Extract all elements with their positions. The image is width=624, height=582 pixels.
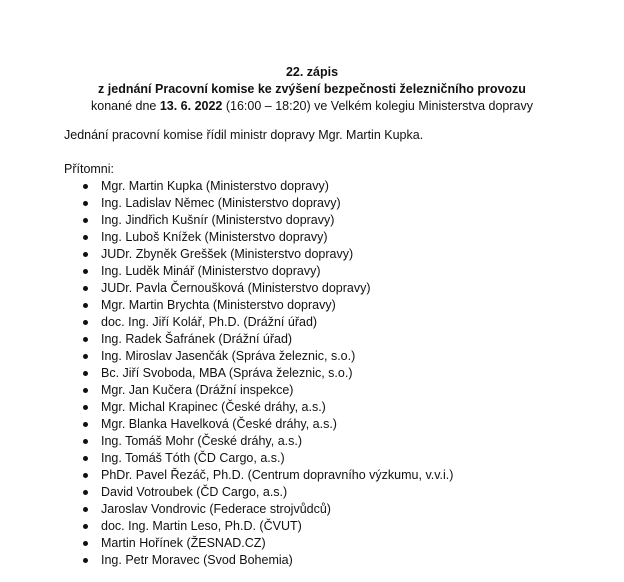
bullet-icon (83, 422, 88, 427)
present-label: Přítomni: (64, 162, 115, 176)
bullet-icon (83, 235, 88, 240)
attendee-name: Mgr. Michal Krapinec (České dráhy, a.s.) (101, 400, 326, 414)
bullet-icon (83, 320, 88, 325)
bullet-icon (83, 558, 88, 563)
attendee-name: Ing. Ladislav Němec (Ministerstvo dopravy) (101, 196, 341, 210)
bullet-icon (83, 303, 88, 308)
attendee-name: Mgr. Jan Kučera (Drážní inspekce) (101, 383, 294, 397)
bullet-icon (83, 524, 88, 529)
attendee-name: Jaroslav Vondrovic (Federace strojvůdců) (101, 502, 331, 516)
bullet-icon (83, 218, 88, 223)
bullet-icon (83, 184, 88, 189)
attendee-name: Ing. Luděk Minář (Ministerstvo dopravy) (101, 264, 321, 278)
attendee-name: Martin Hořínek (ŽESNAD.CZ) (101, 536, 266, 550)
document-title: 22. zápis (285, 65, 339, 79)
attendee-name: Ing. Tomáš Tóth (ČD Cargo, a.s.) (101, 451, 285, 465)
bullet-icon (83, 354, 88, 359)
bullet-icon (83, 201, 88, 206)
bullet-icon (83, 439, 88, 444)
attendee-name: doc. Ing. Jiří Kolář, Ph.D. (Drážní úřad) (101, 315, 318, 329)
attendee-name: Mgr. Blanka Havelková (České dráhy, a.s.) (101, 417, 337, 431)
bullet-icon (83, 388, 88, 393)
attendee-name: JUDr. Zbyněk Greššek (Ministerstvo dopravy) (101, 247, 354, 261)
attendee-name: Mgr. Martin Brychta (Ministerstvo dopravy) (101, 298, 336, 312)
attendee-name: Bc. Jiří Svoboda, MBA (Správa železnic, s.o.) (101, 366, 353, 380)
bullet-icon (83, 286, 88, 291)
date-prefix: konané dne (91, 99, 160, 113)
bullet-icon (83, 269, 88, 274)
attendee-name: Ing. Luboš Knížek (Ministerstvo dopravy) (101, 230, 328, 244)
date-suffix: (16:00 – 18:20) ve Velkém kolegiu Ministerstva dopravy (222, 99, 533, 113)
attendee-name: Mgr. Martin Kupka (Ministerstvo dopravy) (101, 179, 329, 193)
attendee-name: Ing. Tomáš Mohr (České dráhy, a.s.) (101, 434, 303, 448)
attendee-name: Ing. Petr Moravec (Svod Bohemia) (101, 553, 293, 567)
meeting-date-line (0, 98, 624, 115)
bullet-icon (83, 507, 88, 512)
bullet-icon (83, 252, 88, 257)
attendee-name: Ing. Jindřich Kušnír (Ministerstvo dopravy) (101, 213, 335, 227)
bullet-icon (83, 405, 88, 410)
bullet-icon (83, 337, 88, 342)
bullet-icon (83, 473, 88, 478)
attendee-name: Ing. Miroslav Jasenčák (Správa železnic, s.o.) (101, 349, 356, 363)
attendee-name: JUDr. Pavla Černoušková (Ministerstvo dopravy) (101, 281, 371, 295)
attendee-name: doc. Ing. Martin Leso, Ph.D. (ČVUT) (101, 519, 302, 533)
document-subtitle: z jednání Pracovní komise ke zvýšení bezpečnosti železničního provozu (98, 82, 526, 96)
attendee-name: PhDr. Pavel Řezáč, Ph.D. (Centrum dopravního výzkumu, v.v.i.) (101, 468, 454, 482)
meeting-date: 13. 6. 2022 (159, 99, 223, 113)
bullet-icon (83, 371, 88, 376)
bullet-icon (83, 541, 88, 546)
document-header (0, 64, 624, 115)
bullet-icon (83, 456, 88, 461)
attendee-name: Ing. Radek Šafránek (Drážní úřad) (101, 332, 293, 346)
intro-paragraph: Jednání pracovní komise řídil ministr dopravy Mgr. Martin Kupka. (64, 128, 424, 142)
bullet-icon (83, 490, 88, 495)
attendee-name: David Votroubek (ČD Cargo, a.s.) (101, 485, 288, 499)
